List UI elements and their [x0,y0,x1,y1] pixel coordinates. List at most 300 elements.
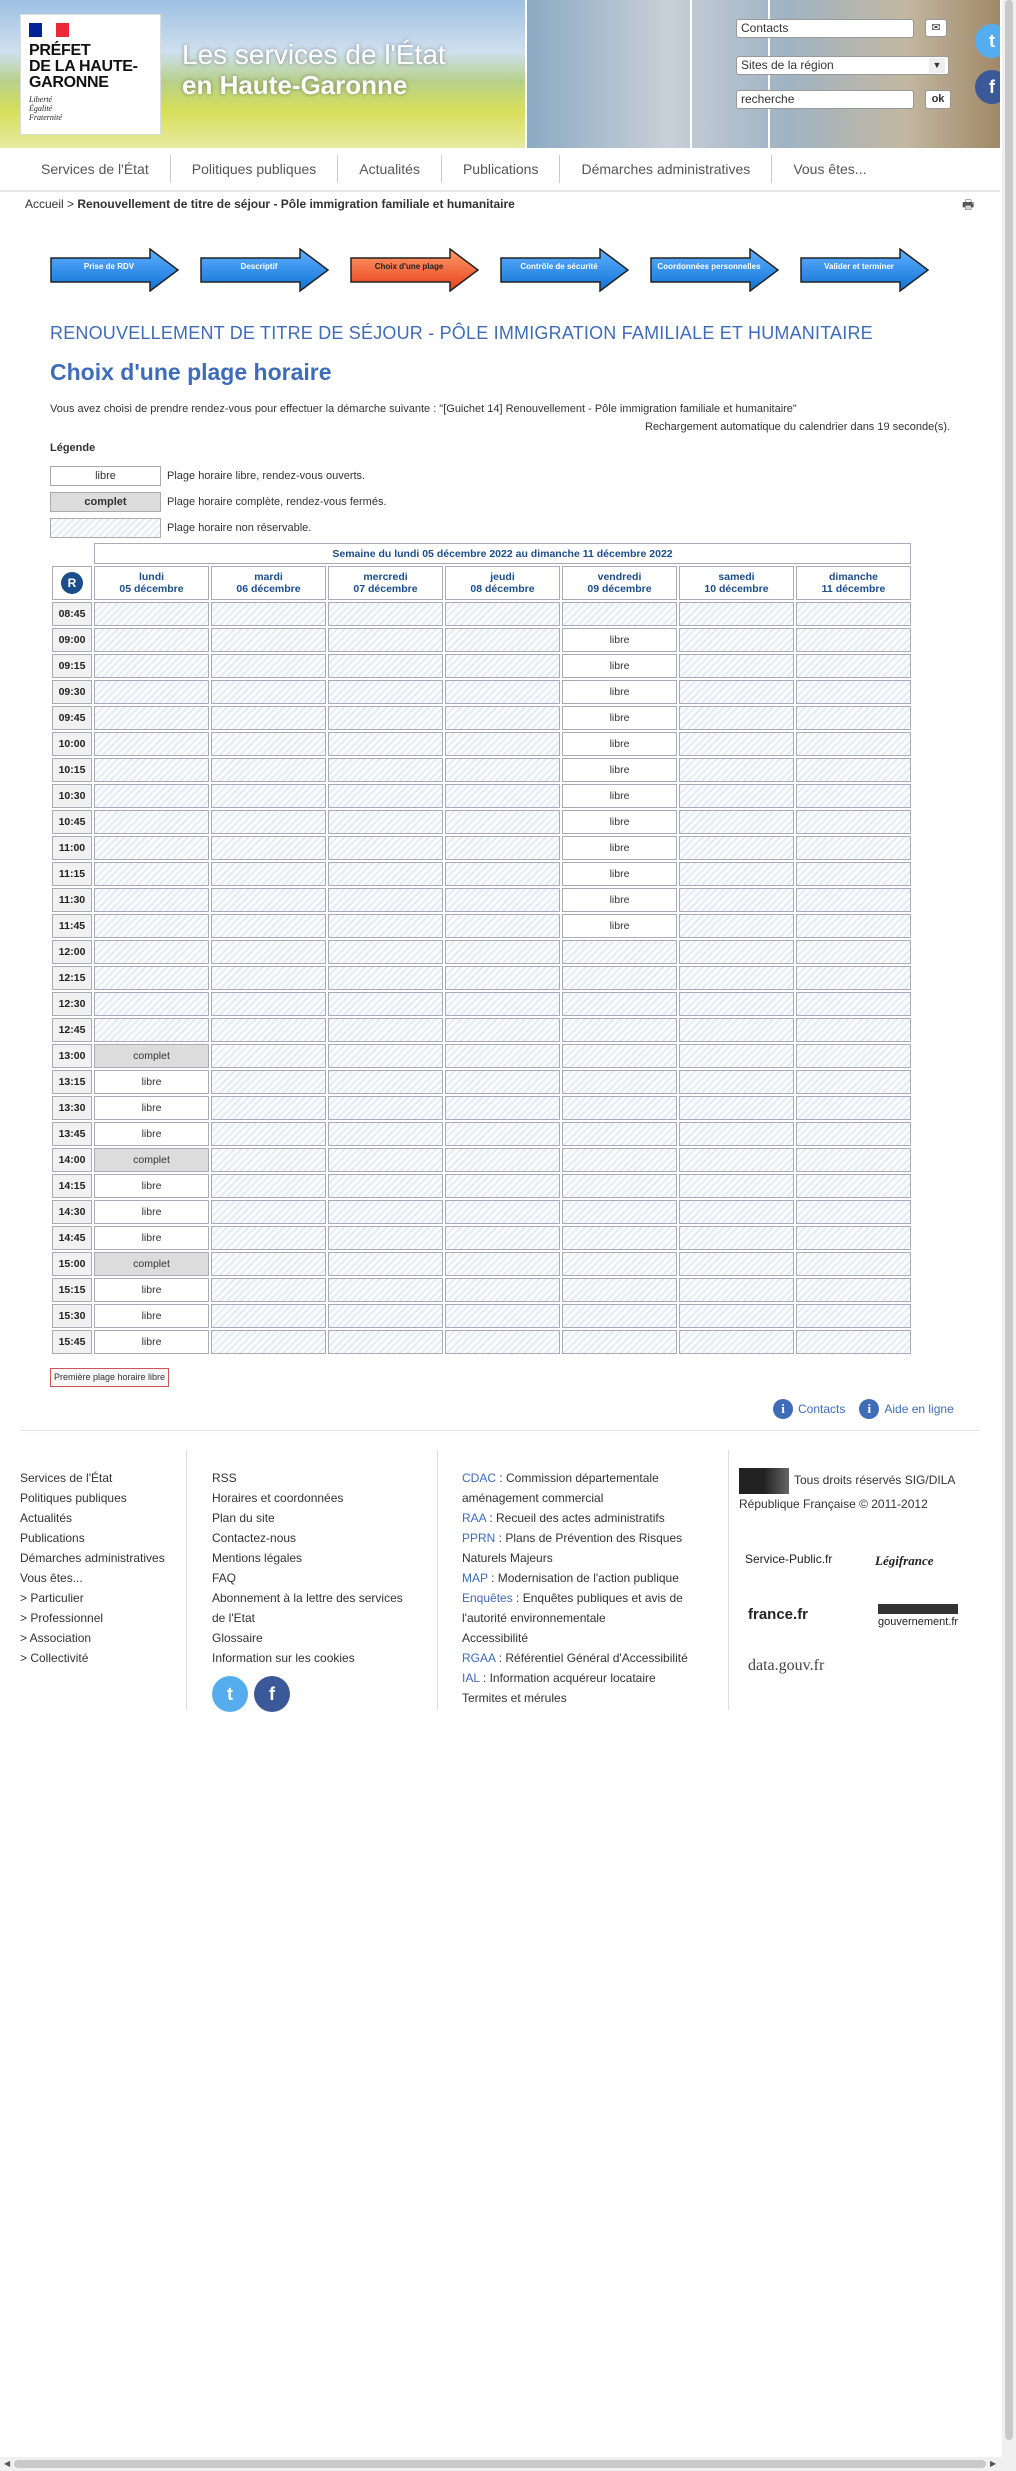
time-label: 09:30 [52,680,92,704]
france-fr-logo[interactable]: france.fr [748,1606,809,1623]
week-label: Semaine du lundi 05 décembre 2022 au dimanche 11 décembre 2022 [94,543,911,564]
slot-unavailable [445,1252,560,1276]
day-name: mardi [254,571,283,583]
slot-unavailable [445,1174,560,1198]
slot-free[interactable]: libre [562,758,677,782]
slot-unavailable [211,1200,326,1224]
slot-unavailable [445,784,560,808]
search-input[interactable]: recherche [736,90,914,109]
slot-unavailable [211,1304,326,1328]
footer-info-link[interactable]: Contactez-nous [212,1531,297,1545]
slot-unavailable [445,1226,560,1250]
reload-countdown: Rechargement automatique du calendrier dans 19 seconde(s). [645,421,951,433]
slot-unavailable [679,966,794,990]
slot-unavailable [328,1174,443,1198]
slot-unavailable [796,888,911,912]
help-contacts-link[interactable]: Contacts [798,1402,846,1416]
acronym-desc: : Modernisation de l'action publique [487,1571,679,1585]
slot-unavailable [94,680,209,704]
help-aide-link[interactable]: Aide en ligne [884,1402,954,1416]
slot-unavailable [94,862,209,886]
slot-free[interactable]: libre [94,1278,209,1302]
slot-free[interactable]: libre [562,784,677,808]
slot-unavailable [445,1018,560,1042]
footer-acronym-link[interactable] [462,1508,702,1528]
calendar-row [52,1330,911,1354]
slot-free[interactable]: libre [94,1096,209,1120]
slot-unavailable [562,1122,677,1146]
slot-unavailable [562,1200,677,1224]
slot-unavailable [328,862,443,886]
slot-unavailable [445,966,560,990]
slot-unavailable [94,706,209,730]
slot-unavailable [796,1044,911,1068]
time-label: 09:45 [52,706,92,730]
acronym-desc: : Enquêtes publiques et avis de l'autorité environnementale [462,1591,683,1625]
slot-unavailable [679,810,794,834]
slot-unavailable [211,810,326,834]
site-title-line1: Les services de l'État [182,39,446,70]
slot-unavailable [679,680,794,704]
slot-unavailable [796,1252,911,1276]
calendar-row [52,1278,911,1302]
time-label: 14:30 [52,1200,92,1224]
nav-item-politiques[interactable]: Politiques publiques [171,155,339,183]
legend-free-box: libre [50,466,161,486]
slot-unavailable [562,1148,677,1172]
slot-unavailable [445,1044,560,1068]
time-label: 10:45 [52,810,92,834]
slot-unavailable [211,680,326,704]
footer-acronym-link[interactable] [462,1588,702,1628]
slot-unavailable [328,888,443,912]
time-label: 12:45 [52,1018,92,1042]
slot-free[interactable]: libre [562,836,677,860]
slot-unavailable [562,1070,677,1094]
slot-unavailable [94,914,209,938]
sites-region-value: Sites de la région [741,58,834,72]
slot-unavailable [211,654,326,678]
slot-free[interactable]: libre [94,1304,209,1328]
site-title[interactable] [182,40,446,100]
day-header-samedi [679,566,794,600]
slot-free[interactable]: libre [562,654,677,678]
slot-unavailable [328,992,443,1016]
chevron-down-icon: ▼ [929,58,945,73]
slot-free[interactable]: libre [562,628,677,652]
time-label: 14:00 [52,1148,92,1172]
slot-unavailable [328,940,443,964]
calendar-row [52,1122,911,1146]
slot-unavailable [445,836,560,860]
search-ok-button[interactable]: ok [925,90,951,109]
footer-section-link[interactable]: > Professionnel [20,1611,104,1625]
slot-unavailable [211,1122,326,1146]
print-icon[interactable]: 🖶 [962,197,975,212]
slot-unavailable [562,1304,677,1328]
calendar-row [52,1304,911,1328]
slot-free[interactable]: libre [562,810,677,834]
day-name: mercredi [363,571,408,583]
calendar-row [52,1148,911,1172]
slot-unavailable [211,940,326,964]
slot-unavailable [679,1278,794,1302]
slot-unavailable [328,628,443,652]
horizontal-scrollbar[interactable] [0,2457,1016,2471]
slot-unavailable [562,1278,677,1302]
slot-unavailable [796,1070,911,1094]
nav-item-publications[interactable]: Publications [442,155,561,183]
slot-full: complet [94,1252,209,1276]
slot-unavailable [562,992,677,1016]
time-label: 15:45 [52,1330,92,1354]
contacts-field[interactable]: Contacts [736,19,914,38]
slot-unavailable [328,1044,443,1068]
time-label: 14:15 [52,1174,92,1198]
footer-section-link[interactable]: > Collectivité [20,1651,89,1665]
step-5 [650,248,780,292]
footer-info-link[interactable]: Plan du site [212,1511,275,1525]
acronym: IAL [462,1671,480,1685]
acronym-desc: : Recueil des actes administratifs [486,1511,665,1525]
slot-unavailable [445,1070,560,1094]
step-label: Coordonnées personnelles [657,262,761,271]
slot-unavailable [679,1070,794,1094]
acronym-desc: : Commission départementale aménagement commercial [462,1471,659,1505]
mail-icon[interactable]: ✉ [925,19,947,37]
slot-unavailable [796,1304,911,1328]
site-title-line2: en Haute-Garonne [182,70,408,100]
slot-unavailable [562,1044,677,1068]
slot-unavailable [328,1070,443,1094]
slot-unavailable [679,1304,794,1328]
time-label: 12:30 [52,992,92,1016]
slot-free[interactable]: libre [94,1070,209,1094]
day-name: dimanche [828,571,878,583]
acronym: PPRN [462,1531,496,1545]
legend-unavailable-desc: Plage horaire non réservable. [167,522,312,534]
twitter-icon[interactable]: t [975,24,1000,58]
footer-acronym-link[interactable] [462,1688,702,1708]
gouvernement-logo[interactable]: gouvernement.fr [878,1604,958,1628]
slot-free[interactable]: libre [562,888,677,912]
nav-item-vous-etes[interactable]: Vous êtes... [793,161,867,177]
time-label: 15:00 [52,1252,92,1276]
breadcrumb [25,197,515,211]
legend-free-desc: Plage horaire libre, rendez-vous ouverts. [167,470,366,482]
prefet-logo[interactable] [20,14,161,135]
slot-unavailable [445,706,560,730]
refresh-icon[interactable]: R [52,566,92,600]
slot-unavailable [94,992,209,1016]
day-name: jeudi [490,571,515,583]
footer-section-link[interactable]: Publications [20,1531,85,1545]
footer-info-link[interactable]: Mentions légales [212,1551,303,1565]
slot-unavailable [562,1174,677,1198]
slot-unavailable [679,628,794,652]
step-4 [500,248,630,292]
footer-acronym-link[interactable] [462,1528,702,1568]
slot-unavailable [679,1096,794,1120]
time-label: 13:15 [52,1070,92,1094]
calendar-row [52,1226,911,1250]
slot-unavailable [328,1148,443,1172]
slot-unavailable [211,1330,326,1354]
slot-unavailable [445,888,560,912]
time-label: 09:15 [52,654,92,678]
slot-unavailable [679,1200,794,1224]
slot-unavailable [211,1278,326,1302]
slot-unavailable [679,732,794,756]
slot-unavailable [94,1018,209,1042]
slot-free[interactable]: libre [94,1122,209,1146]
slot-unavailable [445,654,560,678]
step-label: Choix d'une plage [374,262,444,271]
slot-free[interactable]: libre [94,1330,209,1354]
help-links [773,1399,954,1419]
slot-unavailable [328,1304,443,1328]
slot-unavailable [679,706,794,730]
calendar-row [52,940,911,964]
day-date: 07 décembre [353,583,418,595]
slot-unavailable [328,966,443,990]
time-label: 13:00 [52,1044,92,1068]
slot-full: complet [94,1148,209,1172]
logo-line: DE LA HAUTE- [29,58,138,75]
day-date: 09 décembre [587,583,652,595]
step-6 [800,248,930,292]
slot-unavailable [445,628,560,652]
slot-unavailable [211,1226,326,1250]
calendar-row [52,966,911,990]
legifrance-logo[interactable]: Légifrance [875,1553,934,1568]
acronym-desc: : Plans de Prévention des Risques Naturels Majeurs [462,1531,683,1565]
calendar-row [52,1044,911,1068]
slot-unavailable [211,784,326,808]
acronym: MAP [462,1571,488,1585]
footer-acronym-link[interactable] [462,1468,702,1508]
slot-unavailable [211,628,326,652]
slot-unavailable [796,602,911,626]
legend-unavailable-box [50,518,161,538]
slot-unavailable [211,1252,326,1276]
slot-unavailable [328,654,443,678]
footer-info-link[interactable]: Glossaire [212,1631,263,1645]
slot-free[interactable]: libre [562,706,677,730]
slot-unavailable [94,966,209,990]
footer-section-link[interactable]: Politiques publiques [20,1491,127,1505]
calendar-row [52,810,911,834]
acronym-desc: Accessibilité [462,1631,529,1645]
scroll-right-icon[interactable]: ▶ [990,2459,997,2468]
slot-unavailable [211,1148,326,1172]
footer-acronym-link[interactable] [462,1668,702,1688]
day-header-lundi [94,566,209,600]
slot-unavailable [445,1148,560,1172]
slot-unavailable [679,1018,794,1042]
slot-unavailable [211,1018,326,1042]
main-nav [0,148,1000,192]
slot-free[interactable]: libre [94,1200,209,1224]
footer-section-link[interactable]: Démarches administratives [20,1551,165,1565]
calendar-row [52,836,911,860]
slot-unavailable [796,1200,911,1224]
time-label: 10:15 [52,758,92,782]
calendar-row [52,1096,911,1120]
footer-section-link[interactable]: Actualités [20,1511,73,1525]
slot-unavailable [445,602,560,626]
day-date: 10 décembre [704,583,769,595]
breadcrumb-home[interactable]: Accueil [25,197,64,211]
slot-unavailable [211,706,326,730]
slot-free[interactable]: libre [94,1174,209,1198]
twitter-icon[interactable]: t [212,1676,248,1712]
french-flag-icon [29,23,69,37]
legend-full-desc: Plage horaire complète, rendez-vous fermés. [167,496,387,508]
day-date: 08 décembre [470,583,535,595]
slot-unavailable [211,992,326,1016]
service-public-logo[interactable]: Service-Public.fr [745,1552,833,1566]
footer-section-link[interactable]: Vous êtes... [20,1571,83,1585]
day-header-vendredi [562,566,677,600]
slot-unavailable [328,1278,443,1302]
day-date: 06 décembre [236,583,301,595]
data-gouv-logo[interactable]: data.gouv.fr [748,1657,825,1674]
nav-item-actualites[interactable]: Actualités [338,155,442,183]
slot-unavailable [796,1330,911,1354]
step-2 [200,248,330,292]
facebook-icon[interactable]: f [975,70,1000,104]
vertical-scrollbar[interactable] [1002,0,1016,2457]
calendar-row [52,914,911,938]
footer-acronym-link[interactable] [462,1628,702,1648]
slot-unavailable [94,602,209,626]
slot-unavailable [445,1200,560,1224]
slot-unavailable [328,1200,443,1224]
slot-unavailable [211,914,326,938]
legend-full-box: complet [50,492,161,512]
first-free-slot-button[interactable]: Première plage horaire libre [50,1368,169,1387]
copyright-text: Tous droits réservés SIG/DILA République Française © 2011-2012 [739,1473,955,1511]
day-name: vendredi [597,571,642,583]
slot-unavailable [679,914,794,938]
calendar-row [52,732,911,756]
slot-unavailable [328,836,443,860]
acronym-desc: Termites et mérules [462,1691,567,1705]
slot-free[interactable]: libre [562,914,677,938]
day-header-mardi [211,566,326,600]
nav-item-services[interactable]: Services de l'État [20,155,171,183]
slot-unavailable [94,836,209,860]
time-label: 10:00 [52,732,92,756]
sites-region-select[interactable] [736,56,949,75]
slot-unavailable [796,940,911,964]
day-header-mercredi [328,566,443,600]
slot-unavailable [679,862,794,886]
calendar-row [52,1252,911,1276]
slot-unavailable [328,680,443,704]
slot-unavailable [94,940,209,964]
slot-unavailable [328,810,443,834]
slot-unavailable [679,940,794,964]
legend-title: Légende [50,442,96,454]
slot-unavailable [679,992,794,1016]
slot-unavailable [445,732,560,756]
slot-free[interactable]: libre [562,862,677,886]
scroll-left-icon[interactable]: ◀ [4,2459,11,2468]
slot-unavailable [328,1096,443,1120]
footer-section-link[interactable]: Services de l'État [20,1471,113,1485]
logo-line: GARONNE [29,74,109,91]
slot-unavailable [445,862,560,886]
footer-col-links [212,1468,412,1712]
time-label: 11:00 [52,836,92,860]
facebook-icon[interactable]: f [254,1676,290,1712]
time-label: 15:30 [52,1304,92,1328]
slot-unavailable [679,1252,794,1276]
slot-unavailable [796,706,911,730]
slot-unavailable [211,836,326,860]
slot-free[interactable]: libre [562,680,677,704]
footer-acronym-link[interactable] [462,1648,702,1668]
slot-unavailable [445,1304,560,1328]
acronym-desc: : Information acquéreur locataire [479,1671,656,1685]
footer-info-link[interactable]: Abonnement à la lettre des services de l'Etat [212,1591,403,1625]
intro-text: Vous avez choisi de prendre rendez-vous pour effectuer la démarche suivante : "[Guichet 14] Renouvellement - Pôle immigration familiale et humanitaire" [50,403,797,415]
slot-unavailable [679,1174,794,1198]
page-heading: RENOUVELLEMENT DE TITRE DE SÉJOUR - PÔLE IMMIGRATION FAMILIALE ET HUMANITAIRE [50,323,873,343]
slot-unavailable [562,1330,677,1354]
footer-info-link[interactable]: FAQ [212,1571,237,1585]
slot-unavailable [796,1174,911,1198]
slot-unavailable [211,862,326,886]
slot-full: complet [94,1044,209,1068]
acronym-desc: : Référentiel Général d'Accessibilité [495,1651,688,1665]
footer-section-link[interactable]: > Particulier [20,1591,84,1605]
slot-unavailable [445,758,560,782]
page-title: Choix d'une plage horaire [50,359,332,385]
slot-unavailable [445,1096,560,1120]
slot-unavailable [211,1070,326,1094]
footer-info-link[interactable]: Horaires et coordonnées [212,1491,344,1505]
footer-section-link[interactable]: > Association [20,1631,92,1645]
slot-unavailable [679,758,794,782]
slot-unavailable [562,602,677,626]
slot-unavailable [94,732,209,756]
progress-steps [50,248,950,292]
footer-acronym-link[interactable] [462,1568,702,1588]
slot-unavailable [679,1122,794,1146]
footer-info-link[interactable]: RSS [212,1471,237,1485]
footer-info-link[interactable]: Information sur les cookies [212,1651,355,1665]
logo-motto: Égalité [29,104,53,113]
slot-free[interactable]: libre [562,732,677,756]
step-3 [350,248,480,292]
slot-free[interactable]: libre [94,1226,209,1250]
slot-unavailable [211,888,326,912]
slot-unavailable [211,732,326,756]
time-label: 14:45 [52,1226,92,1250]
time-label: 15:15 [52,1278,92,1302]
slot-unavailable [94,758,209,782]
calendar-row [52,758,911,782]
footer-col-sections [20,1468,170,1668]
time-label: 11:15 [52,862,92,886]
nav-item-demarches[interactable]: Démarches administratives [560,155,772,183]
slot-unavailable [796,628,911,652]
calendar-row [52,1018,911,1042]
slot-unavailable [328,914,443,938]
